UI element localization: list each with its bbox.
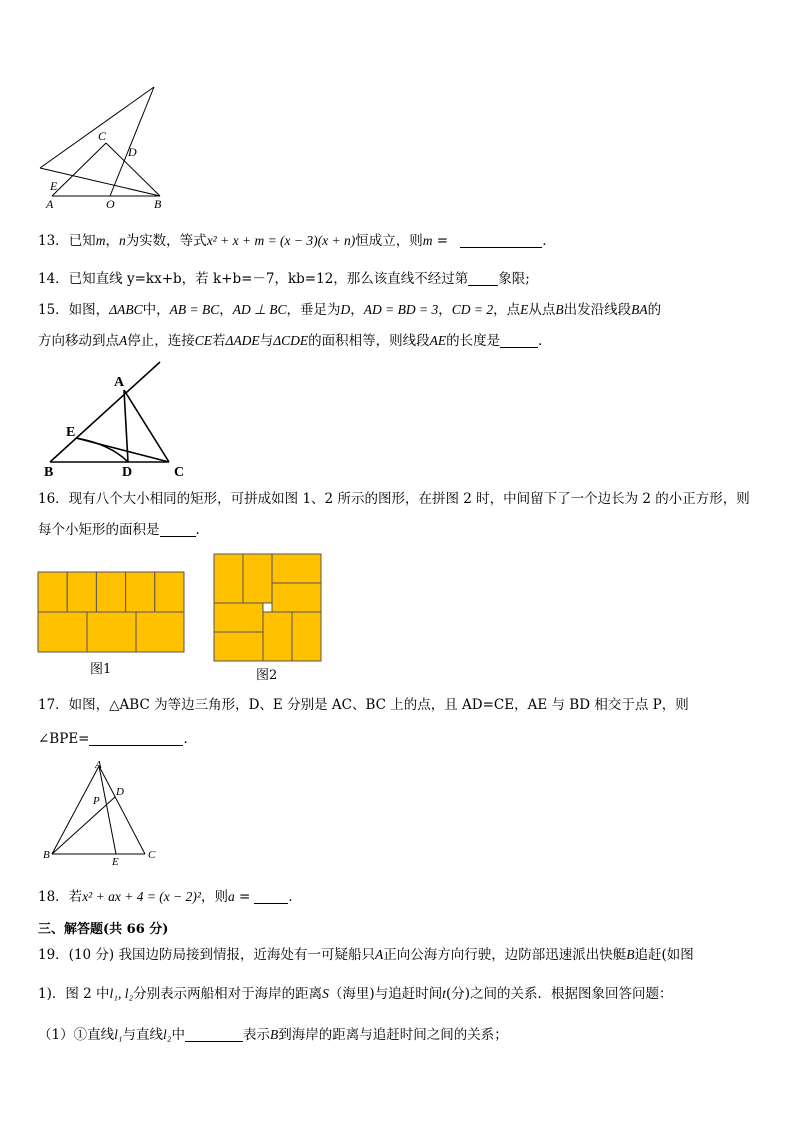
question-17-line-2 xyxy=(38,730,197,748)
q13-text-3: 为实数，等式 xyxy=(125,233,207,249)
q17-text-1: 17．如图，△ABC 为等边三角形，D、E 分别是 AC、BC 上的点，且 AD=CE，AE 与 BD 相交于点 P，则 xyxy=(38,697,689,713)
figure-q15-triangle xyxy=(38,358,198,480)
fig2-center-square xyxy=(263,603,272,612)
fig1-rect xyxy=(155,572,184,612)
q19-l2-b: l₁, l₂ xyxy=(109,986,134,1001)
figure-16-1-caption: 图1 xyxy=(90,662,112,677)
fig1-rect xyxy=(67,572,96,612)
q15-l2-h: ΔCDE xyxy=(273,333,309,348)
fig-top-label-b: B xyxy=(154,197,162,211)
q18-end: ． xyxy=(288,889,302,905)
fig-top-label-e: E xyxy=(50,179,58,193)
fig2-rect xyxy=(292,612,321,661)
q13-text-5: = xyxy=(432,233,449,249)
fig2-rect xyxy=(272,554,321,583)
q19-l3-b: l₁ xyxy=(114,1027,123,1042)
q19-l1-d: B xyxy=(626,947,635,962)
question-13 xyxy=(38,232,556,250)
q13-answer-blank[interactable] xyxy=(460,233,542,248)
q16-answer-blank[interactable] xyxy=(160,522,196,537)
q19-l2-a: 1)．图 2 中 xyxy=(38,986,110,1002)
q13-text-4: 恒成立，则 xyxy=(355,233,423,249)
q16-end: ． xyxy=(195,522,209,538)
q15-l1-e: ， xyxy=(219,302,233,318)
q19-l1-a: 19．(10 分) 我国边防局接到情报，近海处有一可疑船只 xyxy=(38,947,375,963)
question-19-line-2 xyxy=(38,985,673,1003)
q16-text-1: 16．现有八个大小相同的矩形，可拼成如图 1、2 所示的图形，在拼图 2 时，中间留下了一个边长为 2 的小正方形，则 xyxy=(38,491,750,507)
q15-l2-a: 方向移动到点 xyxy=(38,333,119,349)
question-19-line-3 xyxy=(38,1026,508,1044)
fig1-rect xyxy=(87,612,136,652)
q14-end: 象限; xyxy=(498,271,530,287)
q13-var-m: m xyxy=(95,233,106,248)
q15-l2-i: 的面积相等，则线段 xyxy=(308,333,430,349)
fig-q17-label-d: D xyxy=(116,786,124,798)
fig-top-label-a: A xyxy=(46,197,54,211)
question-19-line-1 xyxy=(38,946,694,964)
q16-text-2: 每个小矩形的面积是 xyxy=(38,522,160,538)
fig-q15-label-c: C xyxy=(174,465,185,480)
question-14 xyxy=(38,270,530,288)
q19-l3-h: 到海岸的距离与追赶时间之间的关系； xyxy=(278,1027,508,1043)
q15-l1-h: D xyxy=(340,302,351,317)
question-17-line-1 xyxy=(38,696,689,714)
q18-var-a: a xyxy=(227,889,235,904)
q19-l1-b: A xyxy=(374,947,384,962)
q15-l1-d: AB = BC xyxy=(169,302,220,317)
fig1-rect xyxy=(126,572,155,612)
q15-l1-s: 的 xyxy=(647,302,662,318)
fig-q17-label-e: E xyxy=(112,856,119,868)
q15-l1-p: B xyxy=(555,302,564,317)
fig-q15-label-b: B xyxy=(44,465,54,480)
fig2-rect xyxy=(214,603,263,632)
q19-l3-e: 中 xyxy=(171,1027,185,1043)
fig-top-label-c: C xyxy=(98,129,107,143)
q19-l2-d: S xyxy=(322,986,329,1001)
fig2-rect xyxy=(263,612,292,661)
figure-q17-triangle xyxy=(38,758,168,868)
q15-l1-n: E xyxy=(520,302,529,317)
fig-q15-label-a: A xyxy=(114,375,125,390)
q15-l2-g: 与 xyxy=(259,333,274,349)
q14-answer-blank[interactable] xyxy=(468,271,498,286)
fig-q17-label-a: A xyxy=(95,759,102,771)
q19-l3-g: B xyxy=(270,1027,279,1042)
question-16-line-1 xyxy=(38,490,750,508)
q19-l2-e: （海里)与追赶时间 xyxy=(328,986,443,1002)
fig2-rect xyxy=(214,632,263,661)
q15-l1-k: ， xyxy=(438,302,452,318)
question-16-line-2 xyxy=(38,521,209,539)
q15-l2-d: CE xyxy=(194,333,213,348)
q13-equation: x² + x + m = (x − 3)(x + n) xyxy=(206,233,356,248)
q15-l1-l: CD = 2 xyxy=(451,302,494,317)
q15-l1-i: ， xyxy=(350,302,364,318)
q17-text-2: ∠BPE= xyxy=(38,731,90,747)
q15-l1-a: 15．如图， xyxy=(38,302,110,318)
fig1-rect xyxy=(136,612,184,652)
fig1-rect xyxy=(38,572,67,612)
q13-end: ． xyxy=(542,233,556,249)
q15-l1-j: AD = BD = 3 xyxy=(363,302,439,317)
q13-text-2: ， xyxy=(105,233,119,249)
fig2-rect xyxy=(272,583,321,612)
q19-l3-a: （1）①直线 xyxy=(38,1027,115,1043)
q17-answer-blank[interactable] xyxy=(89,731,183,746)
q19-l2-f: t xyxy=(442,986,446,1001)
fig-top-label-d: D xyxy=(128,145,137,159)
q18-answer-blank[interactable] xyxy=(254,889,288,904)
q13-number: 13． xyxy=(38,233,69,249)
section-3-heading: 三、解答题(共 66 分) xyxy=(38,922,169,937)
q14-text: 14．已知直线 y=kx+b，若 k+b=－7，kb=12，那么该直线不经过第 xyxy=(38,271,469,287)
figure-16-1 xyxy=(37,571,187,655)
q18-equation: x² + ax + 4 = (x − 2)² xyxy=(82,889,201,904)
q13-text-1: 已知 xyxy=(68,233,96,249)
figure-top-triangle xyxy=(30,82,180,212)
q15-answer-blank[interactable] xyxy=(500,333,538,348)
q13-var-n: n xyxy=(118,233,126,248)
q15-l2-e: 若 xyxy=(212,333,226,349)
q19-l3-c: 与直线 xyxy=(122,1027,164,1043)
fig-q17-label-p: P xyxy=(93,795,100,807)
question-15-line-2 xyxy=(38,332,552,350)
fig-q17-label-b: B xyxy=(43,849,50,861)
q18-text-2: ，则 xyxy=(200,889,228,905)
q15-l1-b: ΔABC xyxy=(109,302,143,317)
fig1-rect xyxy=(38,612,87,652)
q19-l3-d: l₂ xyxy=(163,1027,172,1042)
fig-q15-label-e: E xyxy=(66,425,76,440)
q15-l2-k: 的长度是 xyxy=(446,333,501,349)
q19-l1-e: 追赶(如图 xyxy=(634,947,694,963)
q15-l1-g: ，垂足为 xyxy=(286,302,341,318)
fig-top-label-o: O xyxy=(106,197,115,211)
q18-text-3: = xyxy=(234,889,251,905)
fig-q15-label-d: D xyxy=(122,465,133,480)
q19-l2-g: (分)之间的关系．根据图象回答问题： xyxy=(445,986,673,1002)
q15-l2-b: A xyxy=(119,333,128,348)
fig-q17-label-c: C xyxy=(148,849,156,861)
q15-l1-q: 出发沿线段 xyxy=(563,302,632,318)
q15-l1-r: BA xyxy=(631,302,648,317)
q18-text-1: 18．若 xyxy=(38,889,83,905)
figure-16-2-caption: 图2 xyxy=(256,668,278,683)
q19-answer-blank[interactable] xyxy=(185,1027,243,1042)
fig2-rect xyxy=(214,554,243,603)
question-15-line-1 xyxy=(38,301,661,319)
q19-l2-c: 分别表示两船相对于海岸的距离 xyxy=(133,986,323,1002)
q15-l2-j: AE xyxy=(429,333,447,348)
q15-l1-f: AD ⊥ BC xyxy=(232,302,287,317)
q17-end: ． xyxy=(183,731,197,747)
q15-l1-m: ，点 xyxy=(493,302,521,318)
fig2-rect xyxy=(243,554,272,603)
q15-end: ． xyxy=(538,333,552,349)
q13-var-m2: m xyxy=(422,233,433,248)
q15-l2-f: ΔADE xyxy=(225,333,260,348)
q15-l1-o: 从点 xyxy=(528,302,556,318)
q15-l2-c: 停止，连接 xyxy=(127,333,195,349)
q19-l1-c: 正向公海方向行驶，边防部迅速派出快艇 xyxy=(383,947,627,963)
q19-l3-f: 表示 xyxy=(243,1027,270,1043)
q15-l1-c: 中， xyxy=(142,302,170,318)
fig1-rect xyxy=(96,572,125,612)
question-18 xyxy=(38,888,302,906)
figure-16-2 xyxy=(213,553,323,663)
